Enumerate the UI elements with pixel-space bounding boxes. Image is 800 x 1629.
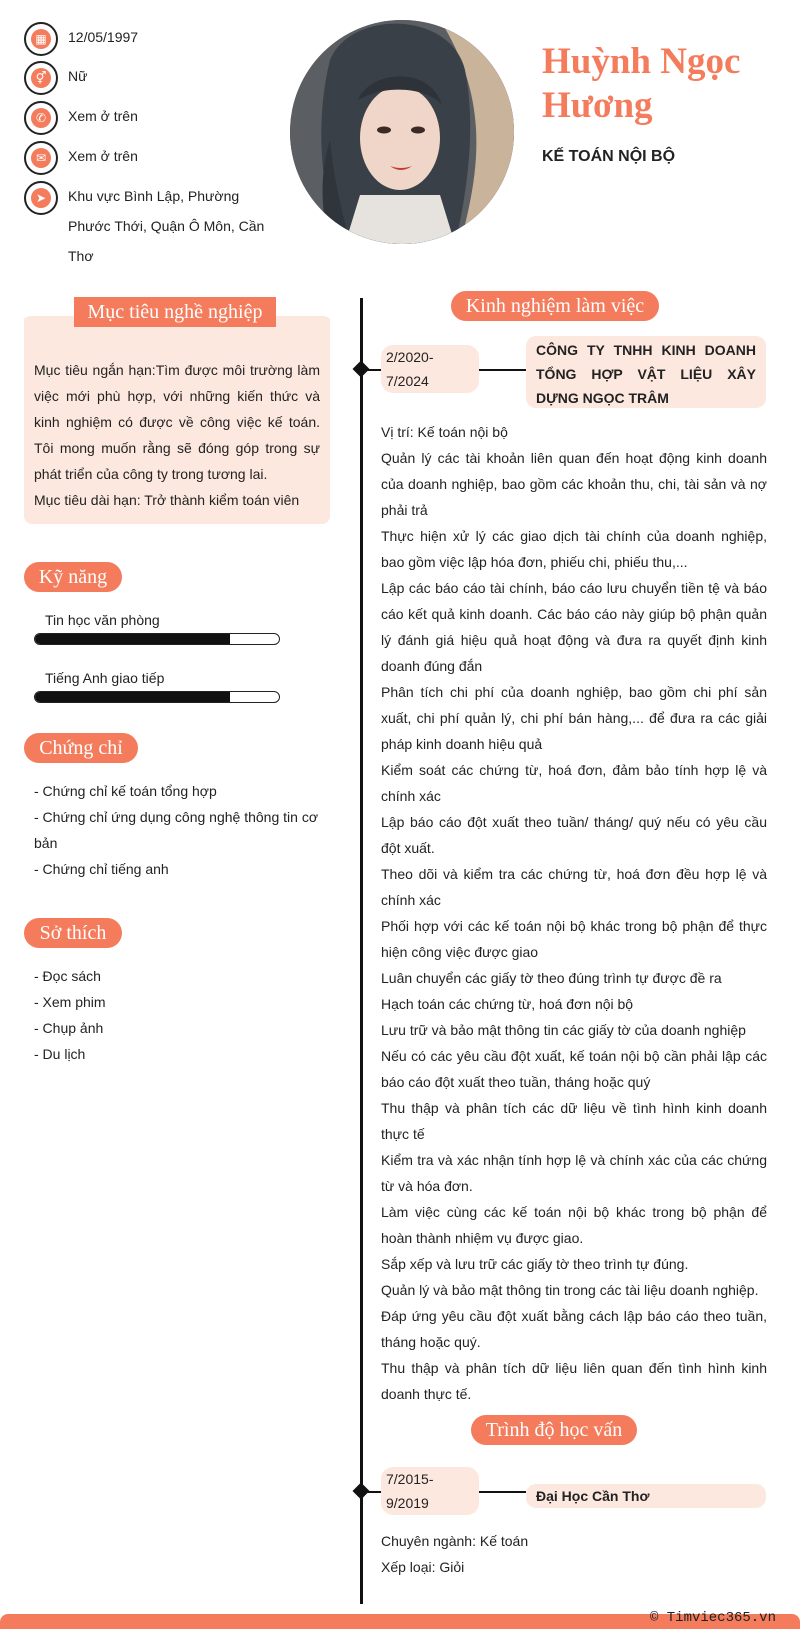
objective-short-term: Mục tiêu ngắn hạn:Tìm được môi trường làm việc mới phù hợp, với những kiến thức và kinh nghiệm có được về công việc kế toán. Tôi mong muốn rằng sẽ đóng góp trong sự phát triển của công ty trong tương lai. Mục tiêu dài hạn: Trở thành kiểm toán viên (34, 362, 320, 508)
school-name: Đại Học Cần Thơ (526, 1484, 766, 1508)
experience-item: Thực hiện xử lý các giao dịch tài chính của doanh nghiệp, bao gồm việc lập hóa đơn, phiếu chi, phiếu thu,... (381, 528, 767, 570)
job-title: KẾ TOÁN NỘI BỘ (542, 148, 676, 165)
skill-bar (34, 691, 280, 703)
phone-icon: ✆ (24, 101, 58, 135)
experience-item: Phối hợp với các kế toán nội bộ khác trong bộ phận để thực hiện công việc được giao (381, 918, 767, 960)
education-heading: Trình độ học vấn (471, 1415, 637, 1445)
experience-item: Đáp ứng yêu cầu đột xuất bằng cách lập báo cáo theo tuần, tháng hoặc quý. (381, 1308, 767, 1350)
list-item: - Xem phim (34, 994, 106, 1010)
watermark: © Timviec365.vn (649, 1610, 776, 1626)
certificates-list (34, 778, 324, 882)
experience-item: Thu thập và phân tích các dữ liệu về tình hình kinh doanh thực tế (381, 1100, 767, 1142)
experience-heading: Kinh nghiệm làm việc (451, 291, 659, 321)
education-item: Chuyên ngành: Kế toán (381, 1533, 529, 1549)
company-name: CÔNG TY TNHH KINH DOANH TỔNG HỢP VẬT LIỆU XÂY DỰNG NGỌC TRÂM (526, 336, 766, 408)
skill-bar (34, 633, 280, 645)
education-date: 7/2015- 9/2019 (381, 1467, 479, 1515)
experience-item: Lập các báo cáo tài chính, báo cáo lưu chuyển tiền tệ và báo cáo kết quả kinh doanh. Các báo cáo này giúp bộ phận quản lý đánh giá hiệu quả hoạt động và đưa ra quyết định kinh doanh đúng đắn (381, 580, 767, 674)
list-item: - Du lịch (34, 1046, 86, 1062)
timeline-connector (479, 1491, 526, 1493)
timeline-line (360, 298, 363, 1604)
skills-heading: Kỹ năng (24, 562, 122, 592)
experience-item: Quản lý và bảo mật thông tin trong các tài liệu doanh nghiệp. (381, 1282, 759, 1298)
education-details (381, 1528, 767, 1580)
skill-bar-fill (35, 634, 230, 644)
contact-email: ✉ Xem ở trên (24, 141, 284, 175)
experience-date: 2/2020- 7/2024 (381, 345, 479, 393)
timeline-connector (363, 369, 381, 371)
experience-item: Theo dõi và kiểm tra các chứng từ, hoá đơn đều hợp lệ và chính xác (381, 866, 767, 908)
contact-address: ➤ Khu vực Bình Lập, Phường Phước Thới, Quận Ô Môn, Cần Thơ (24, 181, 284, 271)
location-icon: ➤ (24, 181, 58, 215)
calendar-icon: ▦ (24, 22, 58, 56)
email-icon: ✉ (24, 141, 58, 175)
experience-item: Hạch toán các chứng từ, hoá đơn nội bộ (381, 996, 634, 1012)
experience-item: Thu thập và phân tích dữ liệu liên quan đến tình hình kinh doanh thực tế. (381, 1360, 767, 1402)
experience-item: Làm việc cùng các kế toán nội bộ khác trong bộ phận để hoàn thành nhiệm vụ được giao. (381, 1204, 767, 1246)
hobbies-list (34, 963, 324, 1067)
objective-text (34, 357, 320, 513)
experience-item: Kiểm soát các chứng từ, hoá đơn, đảm bảo tính hợp lệ và chính xác (381, 762, 767, 804)
skill-bar-fill (35, 692, 230, 702)
hobbies-heading: Sở thích (24, 918, 122, 948)
skill-label: Tin học văn phòng (45, 612, 160, 628)
experience-item: Lưu trữ và bảo mật thông tin các giấy tờ của doanh nghiệp (381, 1022, 746, 1038)
contact-birthdate: ▦ 12/05/1997 (24, 22, 284, 56)
list-item: - Chụp ảnh (34, 1020, 104, 1036)
experience-item: Lập báo cáo đột xuất theo tuần/ tháng/ quý nếu có yêu cầu đột xuất. (381, 814, 767, 856)
experience-item: Luân chuyển các giấy tờ theo đúng trình tự được đề ra (381, 970, 722, 986)
experience-item: Phân tích chi phí của doanh nghiệp, bao gồm chi phí sản xuất, chi phí quản lý, chi phí bán hàng,... để đưa ra các giải pháp kinh doanh hiệu quả (381, 684, 767, 752)
list-item: - Chứng chỉ kế toán tổng hợp (34, 783, 217, 799)
education-item: Xếp loại: Giỏi (381, 1559, 465, 1575)
list-item: - Đọc sách (34, 968, 101, 984)
avatar (290, 20, 514, 244)
experience-details (381, 419, 767, 1407)
contact-phone: ✆ Xem ở trên (24, 101, 284, 135)
experience-item: Nếu có các yêu cầu đột xuất, kế toán nội bộ cần phải lập các báo cáo đột xuất theo tuần, tháng hoặc quý (381, 1048, 767, 1090)
experience-item: Quản lý các tài khoản liên quan đến hoạt động kinh doanh của doanh nghiệp, bao gồm các khoản thu, chi, tài sản và nợ phải trả (381, 450, 767, 518)
gender-icon: ⚥ (24, 61, 58, 95)
timeline-connector (363, 1491, 381, 1493)
timeline-connector (479, 369, 526, 371)
certificates-heading: Chứng chỉ (24, 733, 138, 763)
contact-gender: ⚥ Nữ (24, 61, 284, 95)
experience-item: Kiểm tra và xác nhận tính hợp lệ và chính xác của các chứng từ và hóa đơn. (381, 1152, 767, 1194)
objective-heading: Mục tiêu nghề nghiệp (74, 297, 276, 327)
candidate-name: Huỳnh Ngọc Hương (542, 41, 741, 126)
experience-item: Vị trí: Kế toán nội bộ (381, 424, 508, 440)
list-item: - Chứng chỉ ứng dụng công nghệ thông tin cơ bản (34, 809, 318, 851)
list-item: - Chứng chỉ tiếng anh (34, 861, 169, 877)
skill-label: Tiếng Anh giao tiếp (45, 670, 165, 686)
experience-item: Sắp xếp và lưu trữ các giấy tờ theo trình tự đúng. (381, 1256, 689, 1272)
